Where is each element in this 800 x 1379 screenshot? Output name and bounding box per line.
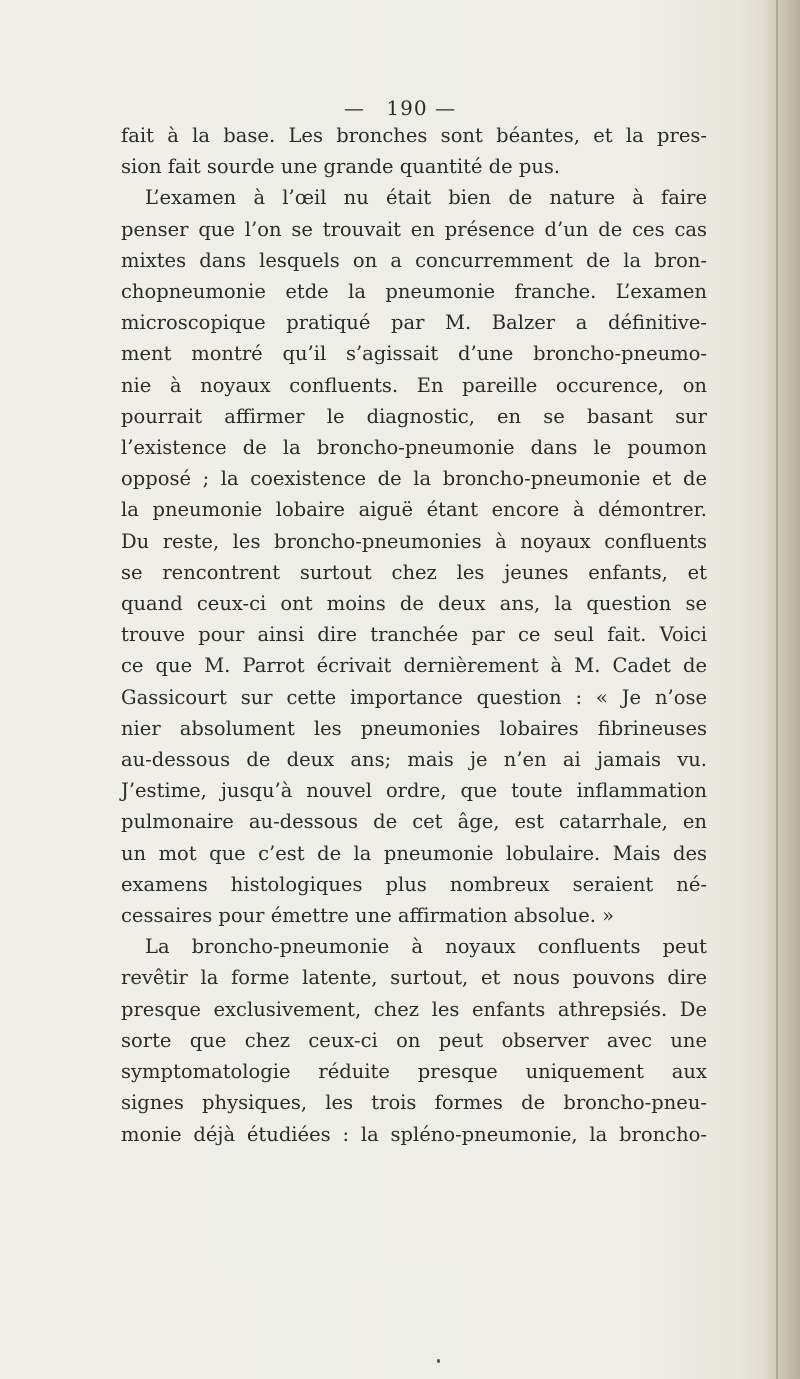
text-line: signes physiques, les trois formes de broncho-pneu- bbox=[121, 1091, 707, 1115]
text-line: ment montré qu’il s’agissait d’une broncho-pneumo- bbox=[121, 342, 707, 366]
page-number: 190 bbox=[386, 96, 428, 120]
text-line: Du reste, les broncho-pneumonies à noyaux confluents bbox=[121, 529, 707, 553]
text-line: ce que M. Parrot écrivait dernièrement à M. Cadet de bbox=[121, 654, 707, 678]
text-line: trouve pour ainsi dire tranchée par ce seul fait. Voici bbox=[121, 623, 707, 647]
page-edge-line bbox=[776, 0, 778, 1379]
text-line: presque exclusivement, chez les enfants athrepsiés. De bbox=[121, 997, 707, 1021]
text-line: pourrait affirmer le diagnostic, en se basant sur bbox=[121, 404, 707, 428]
text-line: Gassicourt sur cette importance question : « Je n’ose bbox=[121, 685, 707, 709]
ink-speck bbox=[437, 1359, 440, 1363]
text-line: opposé ; la coexistence de la broncho-pneumonie et de bbox=[121, 467, 707, 491]
text-line: La broncho-pneumonie à noyaux confluents peut bbox=[145, 935, 707, 959]
text-line: nie à noyaux confluents. En pareille occurence, on bbox=[121, 373, 707, 397]
page-edge-shadow bbox=[762, 0, 800, 1379]
text-line: penser que l’on se trouvait en présence d’un de ces cas bbox=[121, 217, 707, 241]
text-line: cessaires pour émettre une affirmation absolue. » bbox=[121, 904, 615, 928]
text-line: quand ceux-ci ont moins de deux ans, la question se bbox=[121, 592, 707, 616]
text-line: symptomatologie réduite presque uniquement aux bbox=[121, 1060, 707, 1084]
body-text bbox=[121, 120, 707, 1150]
text-line: se rencontrent surtout chez les jeunes enfants, et bbox=[121, 560, 707, 584]
text-line: examens histologiques plus nombreux seraient né- bbox=[121, 872, 707, 896]
text-line: la pneumonie lobaire aiguë étant encore à démontrer. bbox=[121, 498, 707, 522]
text-line: monie déjà étudiées : la spléno-pneumonie, la broncho- bbox=[121, 1122, 707, 1146]
text-line: L’examen à l’œil nu était bien de nature à faire bbox=[145, 186, 707, 210]
text-line: J’estime, jusqu’à nouvel ordre, que toute inflammation bbox=[121, 779, 707, 803]
text-line: revêtir la forme latente, surtout, et nous pouvons dire bbox=[121, 966, 707, 990]
text-line: sion fait sourde une grande quantité de pus. bbox=[121, 155, 561, 179]
text-line: microscopique pratiqué par M. Balzer a définitive- bbox=[121, 311, 707, 335]
text-line: au-dessous de deux ans; mais je n’en ai jamais vu. bbox=[121, 748, 707, 772]
page-header: — 190 — bbox=[344, 96, 456, 120]
text-line: chopneumonie etde la pneumonie franche. L’examen bbox=[121, 280, 707, 304]
text-line: mixtes dans lesquels on a concurremment de la bron- bbox=[121, 248, 707, 272]
text-line: pulmonaire au-dessous de cet âge, est catarrhale, en bbox=[121, 810, 707, 834]
text-line: l’existence de la broncho-pneumonie dans le poumon bbox=[121, 436, 707, 460]
text-line: nier absolument les pneumonies lobaires fibrineuses bbox=[121, 716, 707, 740]
text-line: un mot que c’est de la pneumonie lobulaire. Mais des bbox=[121, 841, 707, 865]
text-line: fait à la base. Les bronches sont béantes, et la pres- bbox=[121, 124, 707, 147]
text-line: sorte que chez ceux-ci on peut observer avec une bbox=[121, 1028, 707, 1052]
